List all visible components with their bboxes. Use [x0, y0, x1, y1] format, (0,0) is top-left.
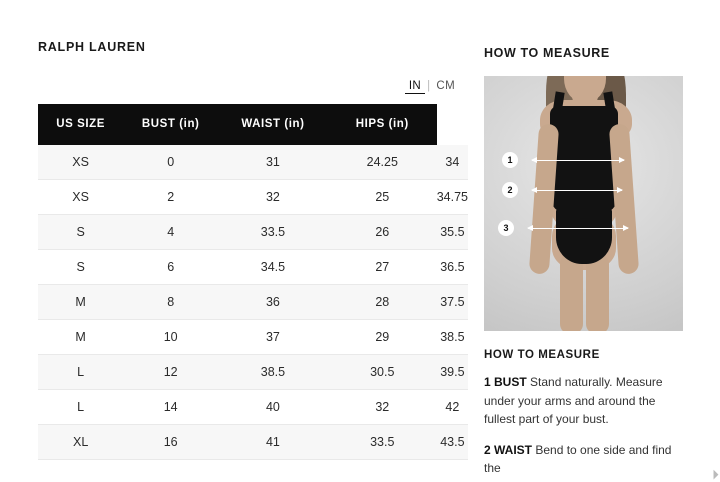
- cell-bust: 38.5: [218, 355, 328, 390]
- cell-size-letter: XS: [38, 145, 123, 180]
- cell-bust: 31: [218, 145, 328, 180]
- instruction-waist-label: 2 WAIST: [484, 442, 533, 457]
- cell-hips: 43.5: [437, 425, 468, 460]
- bust-measure-line-icon: [532, 160, 624, 161]
- model-leg-left: [560, 254, 583, 331]
- cell-hips: 42: [437, 390, 468, 425]
- cell-size-number: 4: [123, 215, 218, 250]
- cell-waist: 26: [328, 215, 437, 250]
- cell-size-number: 6: [123, 250, 218, 285]
- cell-size-number: 12: [123, 355, 218, 390]
- cell-bust: 41: [218, 425, 328, 460]
- measurement-diagram-image: [484, 76, 683, 331]
- column-header-us-size: US SIZE: [38, 104, 123, 145]
- how-to-measure-title: HOW TO MEASURE: [484, 46, 610, 60]
- table-row: [38, 285, 468, 320]
- unit-toggle: [38, 80, 468, 94]
- cell-bust: 40: [218, 390, 328, 425]
- size-table-head: [38, 104, 468, 145]
- how-to-measure-section-title: HOW TO MEASURE: [484, 349, 600, 361]
- size-chart-left-column: [38, 40, 468, 460]
- cell-hips: 34: [437, 145, 468, 180]
- cell-size-number: 8: [123, 285, 218, 320]
- how-to-measure-instructions: [484, 349, 674, 478]
- instruction-waist: [484, 441, 674, 478]
- unit-toggle-separator: |: [427, 80, 431, 92]
- cell-size-number: 14: [123, 390, 218, 425]
- cell-waist: 25: [328, 180, 437, 215]
- cell-hips: 37.5: [437, 285, 468, 320]
- cell-size-letter: XL: [38, 425, 123, 460]
- cell-waist: 27: [328, 250, 437, 285]
- cell-waist: 32: [328, 390, 437, 425]
- size-table-header-row: [38, 104, 468, 145]
- table-row: [38, 215, 468, 250]
- marker-3-hips: 3: [498, 220, 514, 236]
- cell-waist: 33.5: [328, 425, 437, 460]
- cell-hips: 36.5: [437, 250, 468, 285]
- instruction-bust: [484, 373, 674, 429]
- column-header-bust: BUST (in): [123, 104, 218, 145]
- cell-bust: 34.5: [218, 250, 328, 285]
- marker-1-bust: 1: [502, 152, 518, 168]
- brand-title: RALPH LAUREN: [38, 40, 146, 54]
- cell-size-letter: S: [38, 250, 123, 285]
- column-header-waist: WAIST (in): [218, 104, 328, 145]
- cell-size-number: 0: [123, 145, 218, 180]
- cell-bust: 32: [218, 180, 328, 215]
- instruction-waist-text: Bend to one side and find the: [484, 442, 672, 476]
- cell-bust: 36: [218, 285, 328, 320]
- cell-hips: 34.75: [437, 180, 468, 215]
- cell-hips: 39.5: [437, 355, 468, 390]
- cell-size-number: 2: [123, 180, 218, 215]
- cell-size-letter: XS: [38, 180, 123, 215]
- cell-bust: 37: [218, 320, 328, 355]
- table-row: [38, 320, 468, 355]
- cell-bust: 33.5: [218, 215, 328, 250]
- unit-toggle-in[interactable]: IN: [405, 80, 425, 94]
- instruction-bust-label: 1 BUST: [484, 375, 527, 389]
- cell-size-letter: S: [38, 215, 123, 250]
- size-table-body: [38, 145, 468, 460]
- cell-hips: 38.5: [437, 320, 468, 355]
- cell-waist: 28: [328, 285, 437, 320]
- cell-hips: 35.5: [437, 215, 468, 250]
- model-leg-right: [586, 254, 609, 331]
- cell-waist: 24.25: [328, 145, 437, 180]
- column-header-hips: HIPS (in): [328, 104, 437, 145]
- page-corner-mark: ◢: [707, 468, 720, 481]
- cell-size-letter: L: [38, 355, 123, 390]
- size-table: [38, 104, 468, 460]
- cell-size-letter: M: [38, 285, 123, 320]
- table-row: [38, 250, 468, 285]
- waist-measure-line-icon: [532, 190, 622, 191]
- instruction-bust-text: Stand naturally. Measure under your arms and around the fullest part of your bust.: [484, 375, 663, 427]
- unit-toggle-cm[interactable]: CM: [436, 80, 455, 92]
- table-row: [38, 145, 468, 180]
- cell-size-number: 16: [123, 425, 218, 460]
- hips-measure-line-icon: [528, 228, 628, 229]
- cell-size-number: 10: [123, 320, 218, 355]
- table-row: [38, 355, 468, 390]
- table-row: [38, 390, 468, 425]
- table-row: [38, 180, 468, 215]
- cell-size-letter: M: [38, 320, 123, 355]
- how-to-measure-panel: [484, 46, 684, 482]
- cell-size-letter: L: [38, 390, 123, 425]
- cell-waist: 30.5: [328, 355, 437, 390]
- table-row: [38, 425, 468, 460]
- swimsuit-bottom: [556, 206, 612, 264]
- cell-waist: 29: [328, 320, 437, 355]
- marker-2-waist: 2: [502, 182, 518, 198]
